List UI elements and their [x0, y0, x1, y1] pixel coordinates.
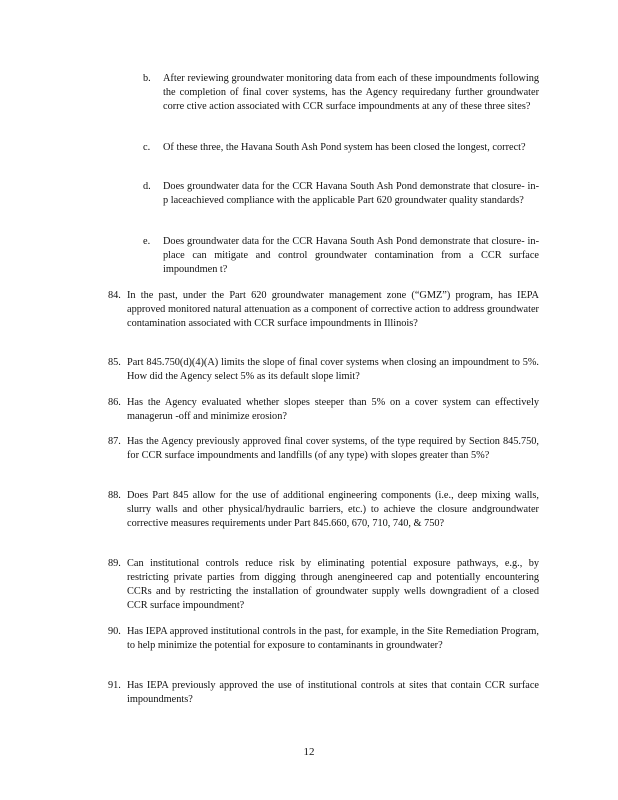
question-item-89: [108, 557, 539, 613]
item-text: Does groundwater data for the CCR Havana South Ash Pond demonstrate that closure- in-p laceachieved compliance with the applicable Part 620 groundwater quality standards?: [163, 181, 539, 206]
item-text: In the past, under the Part 620 groundwater management zone (“GMZ”) program, has IEPA approved monitored natural attenuation as a component of corrective action to address groundwater contamination associated with CCR surface impoundments in Illinois?: [127, 290, 539, 329]
item-number: 89.: [108, 558, 121, 569]
item-text: Has IEPA previously approved the use of institutional controls at sites that contain CCR surface impoundments?: [127, 680, 539, 705]
item-text: Has the Agency previously approved final cover systems, of the type required by Section 845.750, for CCR surface impoundments and landfills (of any type) with slopes greater than 5%?: [127, 436, 539, 461]
question-item-91: [108, 679, 539, 707]
question-item-90: [108, 625, 539, 653]
item-text: Does groundwater data for the CCR Havana South Ash Pond demonstrate that closure- in-place can mitigate and control groundwater contamination from a CCR surface impoundmen t?: [163, 236, 539, 275]
question-item-d: [143, 180, 539, 208]
question-item-b: [143, 72, 539, 114]
question-item-84: [108, 289, 539, 331]
item-label: d.: [143, 181, 151, 192]
item-number: 91.: [108, 680, 121, 691]
item-number: 84.: [108, 290, 121, 301]
item-label: c.: [143, 142, 151, 153]
page-number: 12: [303, 746, 315, 758]
item-number: 87.: [108, 436, 121, 447]
question-item-87: [108, 435, 539, 463]
item-number: 86.: [108, 397, 121, 408]
item-number: 88.: [108, 490, 121, 501]
item-text: Does Part 845 allow for the use of additional engineering components (i.e., deep mixing walls, slurry walls and other physical/hydraulic barriers, etc.) to achieve the closure andgroundwater corrective measures requirements under Part 845.660, 670, 710, 740, & 750?: [127, 490, 539, 529]
question-item-86: [108, 396, 539, 424]
item-text: Of these three, the Havana South Ash Pond system has been closed the longest, correct?: [163, 142, 526, 153]
question-item-e: [143, 235, 539, 277]
item-text: Can institutional controls reduce risk by eliminating potential exposure pathways, e.g., by restricting private parties from digging through anengineered cap and potentially encountering CCRs and by restricting the installation of groundwater supply wells downgradient of a closed CCR surface impoundment?: [127, 558, 539, 611]
item-text: After reviewing groundwater monitoring data from each of these impoundments following the completion of final cover systems, has the Agency requiredany further groundwater corre ctive action associated with CCR surface impoundments at any of these three sites?: [163, 73, 539, 112]
item-label: e.: [143, 236, 151, 247]
item-text: Part 845.750(d)(4)(A) limits the slope of final cover systems when closing an impoundment to 5%. How did the Agency select 5% as its default slope limit?: [127, 357, 539, 382]
item-label: b.: [143, 73, 151, 84]
item-number: 90.: [108, 626, 121, 637]
item-text: Has IEPA approved institutional controls in the past, for example, in the Site Remediation Program, to help minimize the potential for exposure to contaminants in groundwater?: [127, 626, 539, 651]
item-number: 85.: [108, 357, 121, 368]
question-item-88: [108, 489, 539, 531]
question-item-c: [143, 141, 539, 155]
question-item-85: [108, 356, 539, 384]
item-text: Has the Agency evaluated whether slopes steeper than 5% on a cover system can effectively managerun -off and minimize erosion?: [127, 397, 539, 422]
